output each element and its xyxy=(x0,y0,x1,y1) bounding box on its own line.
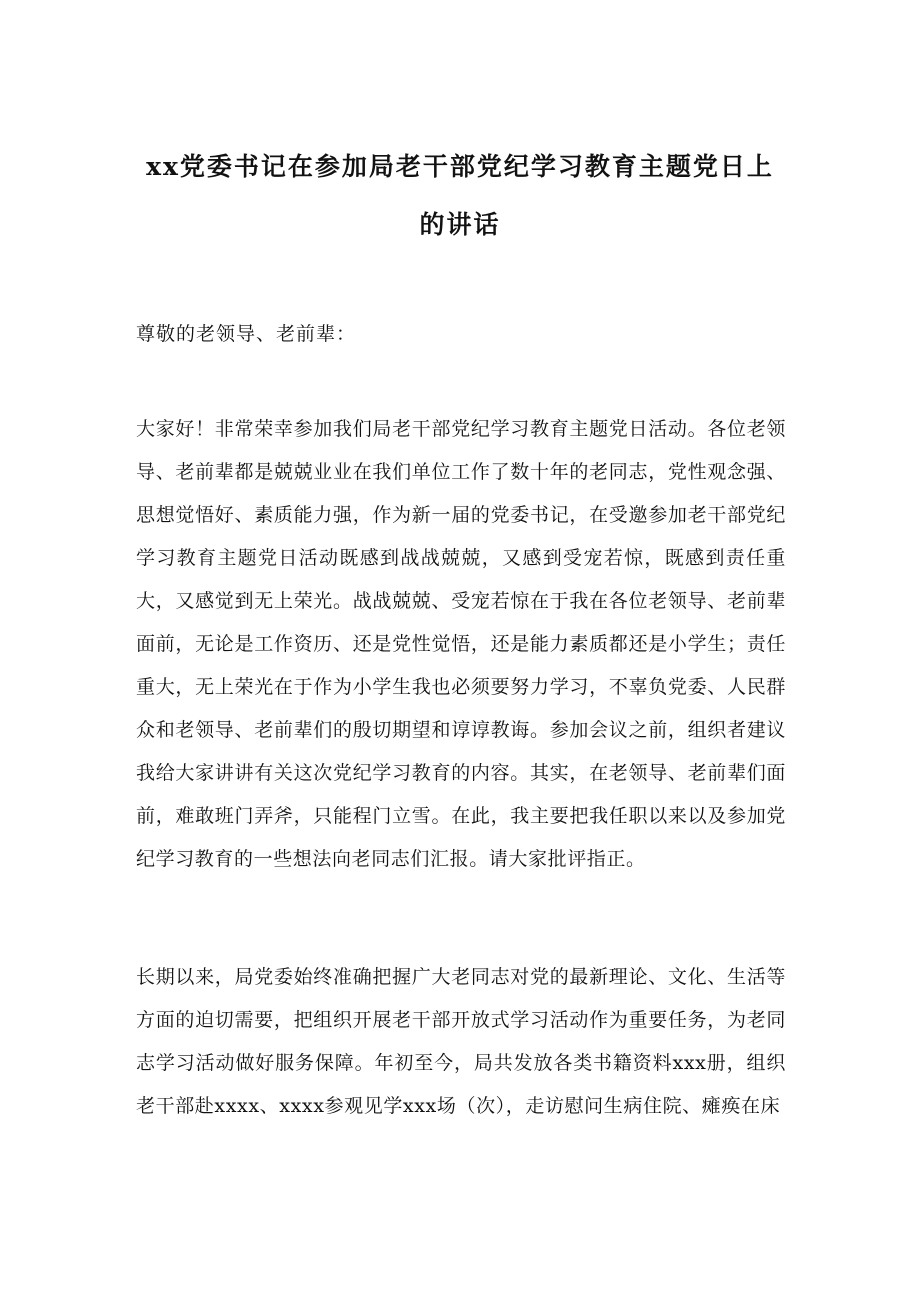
body-paragraph-2: 长期以来，局党委始终准确把握广大老同志对党的最新理论、文化、生活等方面的迫切需要，把组织开展老干部开放式学习活动作为重要任务，为老同志学习活动做好服务保障。年初至今，局共发放各类书籍资料xxx册，组织老干部赴xxxx、xxxx参观见学xxx场（次），走访慰问生病住院、瘫痪在床 xyxy=(136,966,786,1117)
document-title: xx党委书记在参加局老干部党纪学习教育主题党日上的讲话 xyxy=(146,152,774,239)
body-paragraph-1: 大家好！非常荣幸参加我们局老干部党纪学习教育主题党日活动。各位老领导、老前辈都是兢兢业业在我们单位工作了数十年的老同志，党性观念强、思想觉悟好、素质能力强，作为新一届的党委书记，在受邀参加老干部党纪学习教育主题党日活动既感到战战兢兢，又感到受宠若惊，既感到责任重大，又感觉到无上荣光。战战兢兢、受宠若惊在于我在各位老领导、老前辈面前，无论是工作资历、还是党性觉悟，还是能力素质都还是小学生；责任重大，无上荣光在于作为小学生我也必须要努力学习，不辜负党委、人民群众和老领导、老前辈们的殷切期望和谆谆教诲。参加会议之前，组织者建议我给大家讲讲有关这次党纪学习教育的内容。其实，在老领导、老前辈们面前，难敢班门弄斧，只能程门立雪。在此，我主要把我任职以来以及参加党纪学习教育的一些想法向老同志们汇报。请大家批评指正。 xyxy=(136,418,786,870)
salutation: 尊敬的老领导、老前辈： xyxy=(136,323,357,345)
